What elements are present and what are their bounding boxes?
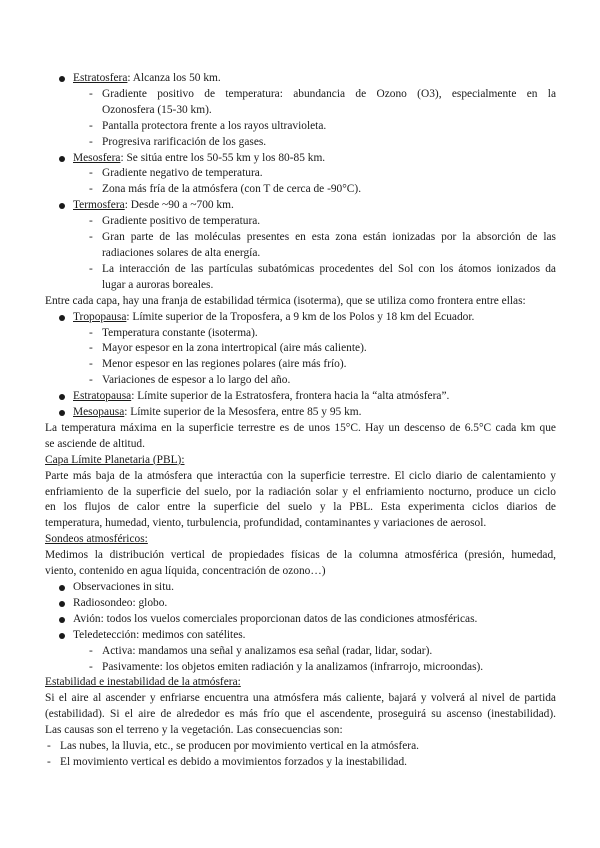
dash-icon: - [89, 231, 93, 244]
sub-item-continuation: lugar a auroras boreales. [102, 278, 214, 291]
dash-icon: - [89, 167, 93, 180]
dash-icon: - [89, 183, 93, 196]
paragraph-sondeos-end: viento, contenido en agua líquida, concentración de ozono…) [45, 565, 326, 578]
paragraph-temperature-end: se asciende de altitud. [45, 437, 145, 450]
sub-item: - La interacción de las partículas subatómicas procedentes del Sol con los átomos ionizados da [45, 262, 556, 278]
list-item: Radiosondeo: globo. [45, 596, 556, 612]
term-tropopausa: Tropopausa [73, 310, 127, 323]
sub-item: - Activa: mandamos una señal y analizamos esa señal (radar, lidar, sodar). [45, 644, 556, 660]
paragraph-estabilidad: (estabilidad). Si el aire de alrededor es más frío que el ascendente, proseguirá su ascenso (inestabilidad). [45, 708, 556, 721]
dash-icon: - [89, 135, 93, 148]
desc-termosfera: : Desde ~90 a ~700 km. [124, 199, 234, 212]
bullet-icon [59, 394, 65, 400]
dash-icon: - [89, 644, 93, 657]
paragraph-isoterma: Entre cada capa, hay una franja de estabilidad térmica (isoterma), que se utiliza como frontera entre ellas: [45, 294, 526, 307]
list-item-termosfera [45, 198, 556, 214]
sub-item: - Mayor espesor en la zona intertropical (aire más caliente). [45, 341, 556, 357]
sub-item-continuation: Ozonosfera (15-30 km). [102, 103, 212, 116]
term-estratopausa: Estratopausa [73, 390, 132, 403]
list-item-estratosfera [45, 71, 556, 87]
heading-estabilidad: Estabilidad e inestabilidad de la atmósfera: [45, 676, 241, 689]
sub-item: - Pantalla protectora frente a los rayos ultravioleta. [45, 119, 556, 135]
bullet-icon [59, 601, 65, 607]
desc-tropopausa: : Límite superior de la Troposfera, a 9 km de los Polos y 18 km del Ecuador. [126, 310, 475, 323]
paragraph-pbl: en los flujos de calor entre la superficie del suelo y la PBL. Esta experimenta ciclos diarios de [45, 501, 556, 514]
sub-item: - Progresiva rarificación de los gases. [45, 135, 556, 151]
sub-item: - Gradiente negativo de temperatura. [45, 166, 556, 182]
list-item: Observaciones in situ. [45, 580, 556, 596]
term-termosfera: Termosfera [73, 199, 125, 212]
dash-icon: - [89, 326, 93, 339]
list-item-estratopausa [45, 389, 556, 405]
sub-item: - Menor espesor en las regiones polares (aire más frío). [45, 357, 556, 373]
bullet-icon [59, 585, 65, 591]
paragraph-temperature: La temperatura máxima en la superficie terrestre es de unos 15°C. Hay un descenso de 6.5°C cada km que [45, 421, 556, 434]
term-mesopausa: Mesopausa [73, 406, 125, 419]
sub-item: - Variaciones de espesor a lo largo del año. [45, 373, 556, 389]
list-item-mesopausa [45, 405, 556, 421]
list-item: Teledetección: medimos con satélites. [45, 628, 556, 644]
list-item-dash: - El movimiento vertical es debido a movimientos forzados y la inestabilidad. [45, 755, 556, 771]
term-mesosfera: Mesosfera [73, 151, 121, 164]
dash-icon: - [89, 660, 93, 673]
list-item-tropopausa [45, 310, 556, 326]
paragraph-sondeos: Medimos la distribución vertical de propiedades físicas de la columna atmosférica (presión, humedad, [45, 549, 556, 562]
dash-icon: - [89, 358, 93, 371]
list-item-mesosfera [45, 151, 556, 167]
term-estratosfera: Estratosfera [73, 72, 128, 84]
bullet-icon [59, 315, 65, 321]
dash-icon: - [89, 374, 93, 387]
bullet-icon [59, 76, 65, 82]
paragraph-pbl-end: temperatura, humedad, viento, turbulencia, profundidad, contaminantes y variaciones de aerosol. [45, 517, 487, 530]
desc-mesopausa: : Límite superior de la Mesosfera, entre 85 y 95 km. [124, 406, 362, 419]
desc-estratosfera: : Alcanza los 50 km. [127, 72, 221, 84]
dash-icon: - [89, 87, 93, 100]
bullet-icon [59, 617, 65, 623]
desc-estratopausa: : Límite superior de la Estratosfera, frontera hacia la “alta atmósfera”. [131, 390, 450, 403]
bullet-icon [59, 633, 65, 639]
sub-item: - Zona más fría de la atmósfera (con T de cerca de -90°C). [45, 182, 556, 198]
bullet-icon [59, 156, 65, 162]
dash-icon: - [89, 262, 93, 275]
bullet-icon [59, 203, 65, 209]
sub-item: - Gran parte de las moléculas presentes en esta zona están ionizadas por la absorción de las [45, 230, 556, 246]
sub-item: - Pasivamente: los objetos emiten radiación y la analizamos (infrarrojo, microondas). [45, 660, 556, 676]
dash-icon: - [89, 119, 93, 132]
list-item: Avión: todos los vuelos comerciales proporcionan datos de las condiciones atmosféricas. [45, 612, 556, 628]
sub-item-continuation: radiaciones solares de alta energía. [102, 246, 261, 259]
heading-pbl: Capa Límite Planetaria (PBL): [45, 453, 185, 466]
paragraph-estabilidad-end: Las causas son el terreno y la vegetación. Las consecuencias son: [45, 724, 343, 737]
dash-icon: - [47, 755, 51, 768]
dash-icon: - [47, 740, 51, 753]
sub-item: - Temperatura constante (isoterma). [45, 326, 556, 342]
paragraph-pbl: Parte más baja de la atmósfera que interactúa con la superficie terrestre. El ciclo diario de calentamiento y [45, 469, 556, 482]
sub-item: - Gradiente positivo de temperatura. [45, 214, 556, 230]
list-item-dash: - Las nubes, la lluvia, etc., se producen por movimiento vertical en la atmósfera. [45, 739, 556, 755]
paragraph-pbl: enfriamiento de la superficie del suelo, por la radiación solar y el enfriamiento nocturno, produce un ciclo [45, 485, 556, 498]
sub-item: - Gradiente positivo de temperatura: abundancia de Ozono (O3), especialmente en la [45, 87, 556, 103]
dash-icon: - [89, 342, 93, 355]
desc-mesosfera: : Se sitúa entre los 50-55 km y los 80-85 km. [120, 151, 326, 164]
bullet-icon [59, 410, 65, 416]
heading-sondeos: Sondeos atmosféricos: [45, 533, 148, 546]
paragraph-estabilidad: Si el aire al ascender y enfriarse encuentra una atmósfera más caliente, bajará y volverá al nivel de partida [45, 692, 556, 705]
dash-icon: - [89, 215, 93, 228]
